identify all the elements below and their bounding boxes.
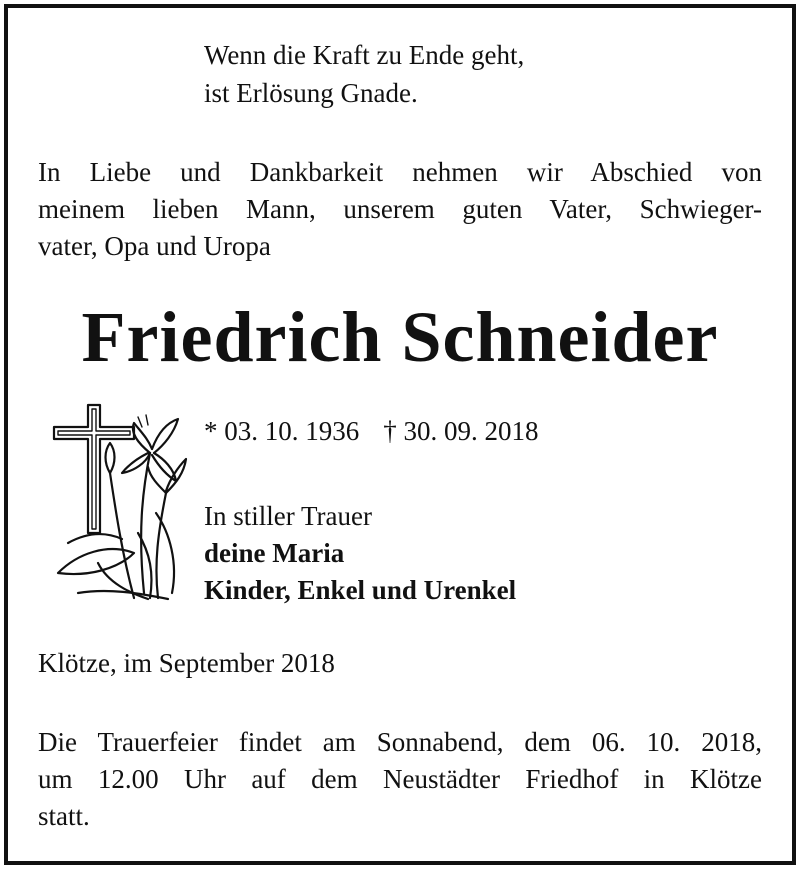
place-date: Klötze, im September 2018 xyxy=(38,648,335,678)
motto-line-2: ist Erlösung Gnade. xyxy=(204,78,418,108)
birth-date: * 03. 10. 1936 xyxy=(204,416,360,446)
mourners-line-2: deine Maria xyxy=(204,538,345,568)
funeral-line-2: um 12.00 Uhr auf dem Neustädter Friedhof in Klötze xyxy=(38,764,762,794)
mourners-line-1: In stiller Trauer xyxy=(204,501,372,531)
funeral-line-1: Die Trauerfeier findet am Sonnabend, dem 06. 10. 2018, xyxy=(38,727,762,757)
intro-line-2: meinem lieben Mann, unserem guten Vater, Schwieger- xyxy=(38,194,762,224)
motto xyxy=(204,36,524,112)
mourners-line-3: Kinder, Enkel und Urenkel xyxy=(204,575,517,605)
funeral-line-3: statt. xyxy=(38,801,90,831)
life-dates xyxy=(204,416,539,447)
intro-line-3: vater, Opa und Uropa xyxy=(38,231,271,261)
cross-with-lilies-icon xyxy=(38,393,198,608)
mourners xyxy=(204,498,516,609)
intro-line-1: In Liebe und Dankbarkeit nehmen wir Abschied von xyxy=(38,157,762,187)
deceased-name: Friedrich Schneider xyxy=(81,297,719,377)
funeral-info xyxy=(38,724,762,835)
intro-text xyxy=(38,154,762,265)
motto-line-1: Wenn die Kraft zu Ende geht, xyxy=(204,40,525,70)
death-date: † 30. 09. 2018 xyxy=(383,416,539,446)
obituary-notice xyxy=(4,4,796,865)
